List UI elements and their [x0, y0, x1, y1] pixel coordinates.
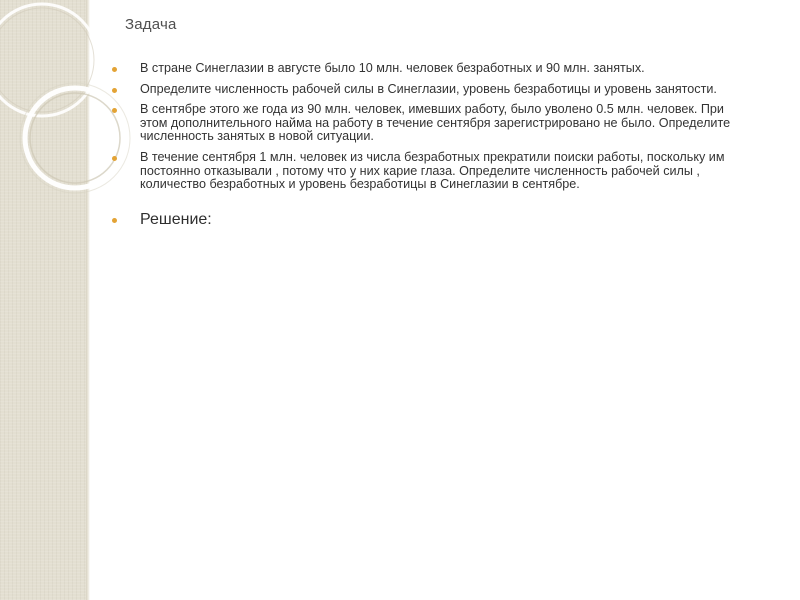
bullet-dot-icon [112, 156, 117, 161]
bullet-dot-icon [112, 88, 117, 93]
list-item [112, 151, 752, 192]
bullet-dot-icon [112, 108, 117, 113]
bullet-text: В течение сентября 1 млн. человек из числа безработных прекратили поиски работы, поскольку им постоянно отказывали , потому что у них карие глаза. Определите численность рабочей силы , количество безработных и уровень безработицы в Синеглазии в сентябре. [140, 149, 725, 192]
bullet-dot-icon [112, 218, 117, 223]
task-bullet-list [112, 62, 752, 237]
bullet-text: В стране Синеглазии в августе было 10 млн. человек безработных и 90 млн. занятых. [140, 61, 645, 75]
bullet-text: Определите численность рабочей силы в Синеглазии, уровень безработицы и уровень занятости. [140, 81, 717, 96]
slide-title: Задача [125, 16, 177, 33]
list-item [112, 103, 752, 144]
list-item [112, 62, 752, 76]
bullet-dot-icon [112, 67, 117, 72]
solution-heading [112, 210, 752, 230]
solution-label: Решение: [140, 210, 212, 228]
list-item [112, 83, 752, 97]
bullet-text: В сентябре этого же года из 90 млн. человек, имевших работу, было уволено 0.5 млн. человек. При этом дополнительного найма на работу в течение сентября зарегистрировано не было. Определите численность занятых в новой ситуации. [140, 102, 731, 144]
